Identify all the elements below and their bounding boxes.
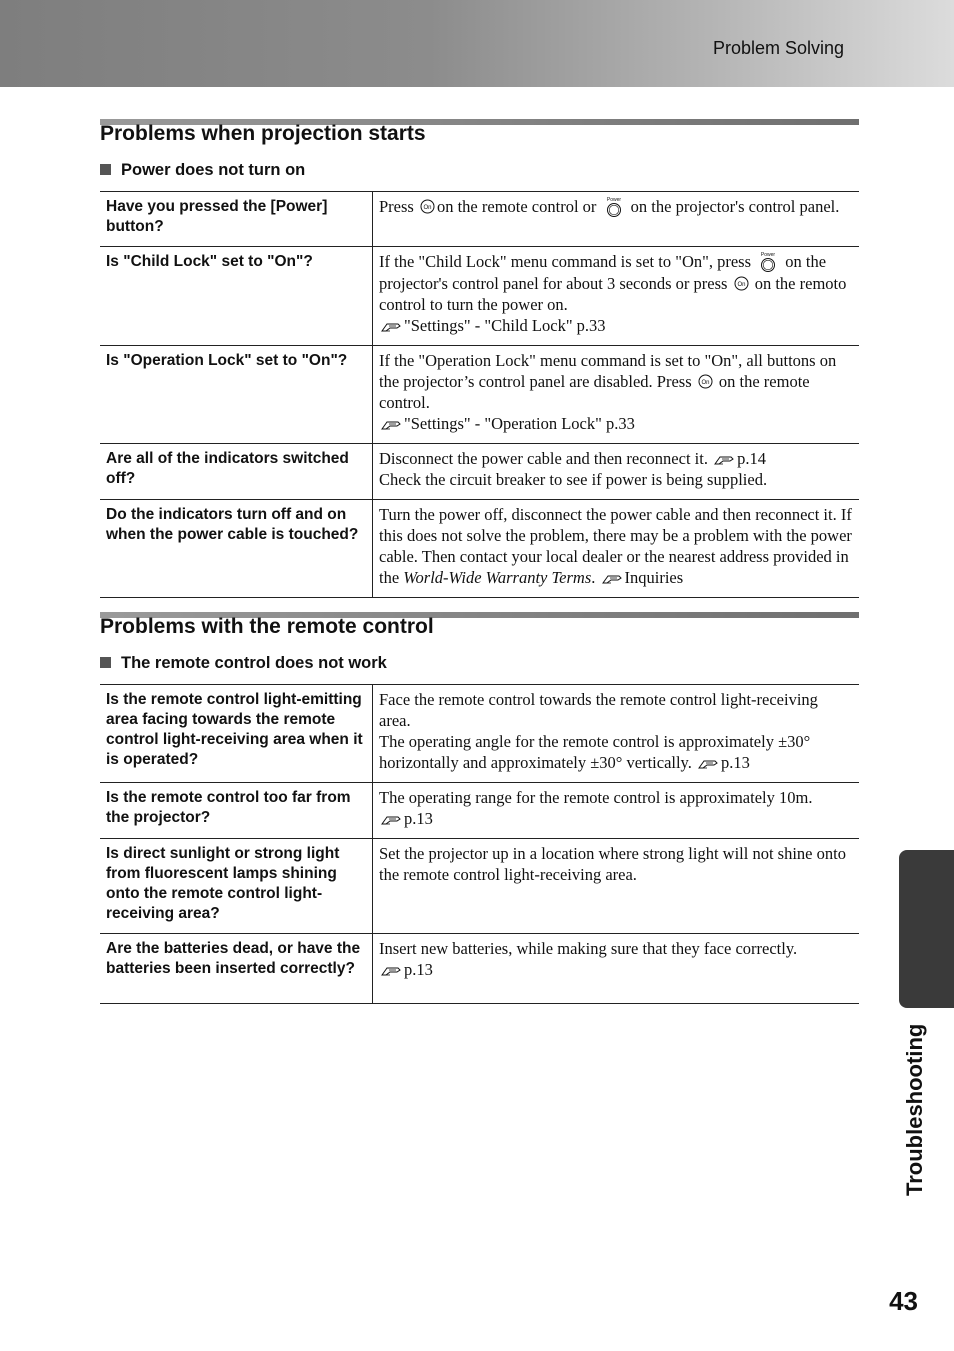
remote-on-button-icon — [420, 199, 435, 214]
answer-text: If the "Operation Lock" menu command is set to "On", all buttons on the projector’s control panel are disabled. Press — [379, 351, 837, 391]
reference-hand-icon — [381, 320, 401, 332]
question-cell: Is the remote control too far from the projector? — [100, 783, 373, 839]
question-cell: Is "Child Lock" set to "On"? — [100, 247, 373, 346]
answer-cell — [373, 192, 860, 247]
square-bullet-icon — [100, 164, 111, 175]
table-row — [100, 192, 859, 247]
warranty-document-title: World-Wide Warranty Terms — [403, 568, 592, 587]
question-cell: Is direct sunlight or strong light from fluorescent lamps shining onto the remote control light-receiving area? — [100, 839, 373, 934]
answer-text: The operating range for the remote control is approximately 10m. — [379, 788, 813, 807]
remote-on-button-icon — [734, 276, 749, 291]
answer-text: on the projector's control panel for about 3 seconds or press — [379, 252, 827, 293]
section-title: Problems with the remote control — [100, 615, 434, 638]
table-row — [100, 839, 859, 934]
question-cell: Is "Operation Lock" set to "On"? — [100, 346, 373, 444]
chapter-side-tab[interactable] — [899, 850, 954, 1008]
question-cell: Are all of the indicators switched off? — [100, 444, 373, 500]
answer-cell: Set the projector up in a location where strong light will not shine onto the remote control light-receiving area. — [373, 839, 860, 934]
answer-cell — [373, 685, 860, 783]
answer-cell — [373, 783, 860, 839]
answer-cell — [373, 934, 860, 1004]
power-button-icon — [605, 196, 623, 218]
reference-hand-icon — [381, 418, 401, 430]
answer-text: Insert new batteries, while making sure that they face correctly. — [379, 939, 798, 958]
subsection-heading-text: The remote control does not work — [121, 654, 387, 672]
reference-hand-icon — [698, 757, 718, 769]
reference-link[interactable]: p.13 — [404, 809, 433, 828]
table-row — [100, 444, 859, 500]
chapter-side-label-text: Troubleshooting — [902, 1023, 927, 1196]
answer-text: Press — [379, 197, 418, 216]
troubleshooting-table — [100, 684, 859, 1004]
table-row — [100, 783, 859, 839]
table-row — [100, 247, 859, 346]
question-cell: Do the indicators turn off and on when the power cable is touched? — [100, 500, 373, 598]
subsection-heading-text: Power does not turn on — [121, 161, 306, 179]
reference-link[interactable]: p.13 — [721, 753, 750, 772]
reference-link[interactable]: "Settings" - "Operation Lock" p.33 — [404, 414, 635, 433]
subsection-heading — [100, 161, 305, 180]
answer-text: Turn the power off, disconnect the power cable and then reconnect it. If this does not solve the problem, there may be a problem with the power cable. Then contact your local dealer or the nearest address provided in the — [379, 505, 852, 587]
page-number: 43 — [889, 1286, 918, 1316]
section-title: Problems when projection starts — [100, 122, 426, 145]
reference-hand-icon — [714, 453, 734, 465]
answer-text: on the remoto control to turn the power on. — [379, 274, 847, 314]
answer-cell — [373, 346, 860, 444]
answer-text: Face the remote control towards the remote control light-receiving area. — [379, 690, 818, 730]
table-row — [100, 934, 859, 1004]
question-cell: Have you pressed the [Power] button? — [100, 192, 373, 247]
answer-text: The operating angle for the remote control is approximately ±30° horizontally and approximately ±30° vertically. — [379, 732, 811, 772]
reference-hand-icon — [602, 572, 622, 584]
table-row — [100, 500, 859, 598]
answer-text: If the "Child Lock" menu command is set to "On", press — [379, 252, 756, 271]
reference-hand-icon — [381, 964, 401, 976]
question-cell: Are the batteries dead, or have the batteries been inserted correctly? — [100, 934, 373, 1004]
remote-on-button-icon — [698, 374, 713, 389]
reference-link[interactable]: Inquiries — [624, 568, 684, 587]
answer-cell — [373, 247, 860, 346]
answer-text: on the remote control. — [379, 372, 810, 412]
answer-text: on the remote control or — [436, 197, 601, 216]
answer-text: Check the circuit breaker to see if power is being supplied. — [379, 470, 768, 489]
answer-cell — [373, 444, 860, 500]
running-header-title: Problem Solving — [712, 38, 844, 58]
reference-link[interactable]: p.14 — [737, 449, 766, 468]
answer-text: Disconnect the power cable and then reconnect it. — [379, 449, 713, 468]
question-cell: Is the remote control light-emitting area facing towards the remote control light-receiving area when it is operated? — [100, 685, 373, 783]
answer-text: on the projector's control panel. — [626, 197, 840, 216]
table-row — [100, 685, 859, 783]
power-button-icon — [759, 251, 777, 273]
table-row — [100, 346, 859, 444]
subsection-heading — [100, 654, 387, 673]
reference-link[interactable]: p.13 — [404, 960, 433, 979]
answer-cell — [373, 500, 860, 598]
square-bullet-icon — [100, 657, 111, 668]
answer-text: . — [591, 568, 600, 587]
troubleshooting-table — [100, 191, 859, 598]
reference-hand-icon — [381, 813, 401, 825]
chapter-side-label — [898, 1020, 938, 1200]
reference-link[interactable]: "Settings" - "Child Lock" p.33 — [404, 316, 606, 335]
